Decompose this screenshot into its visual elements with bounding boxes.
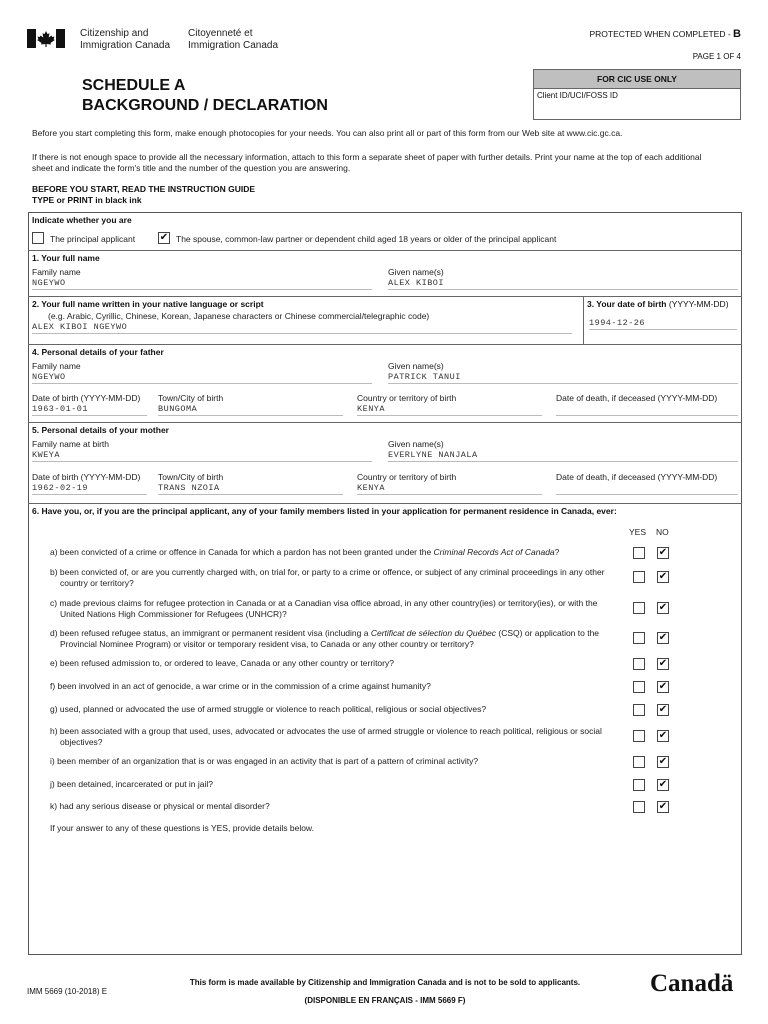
s5-given-name-field[interactable]: EVERLYNE NANJALA (388, 450, 738, 462)
yes-checkbox[interactable] (633, 704, 645, 716)
s5-town-field[interactable]: TRANS NZOIA (158, 483, 343, 495)
agency-name-fr: Citoyenneté et Immigration Canada (188, 28, 279, 51)
section-4-heading: 4. Personal details of your father (28, 344, 742, 359)
question-text: j) been detained, incarcerated or put in jail? (50, 779, 214, 789)
no-checkbox[interactable]: ✔ (658, 571, 668, 582)
s4-country-field[interactable]: KENYA (357, 404, 542, 416)
s1-given-name-label: Given name(s) (388, 267, 444, 277)
s5-town-label: Town/City of birth (158, 472, 224, 482)
no-column-label: NO (656, 527, 669, 537)
form-id: IMM 5669 (10-2018) E (27, 987, 108, 996)
question-text: i) been member of an organization that is or was engaged in an activity that is part of a pattern of criminal activity? (50, 756, 479, 766)
s1-given-name-field[interactable]: ALEX KIBOI (388, 278, 738, 290)
spouse-dependent-label: The spouse, common-law partner or dependent child aged 18 years or older of the principal applicant (176, 234, 557, 244)
s4-death-field[interactable] (556, 404, 738, 416)
section-1-heading: 1. Your full name (28, 250, 742, 265)
question-text: c) made previous claims for refugee protection in Canada or at a Canadian visa office abroad, in any other country(ies) or territory(ies), or with the United Nations High Commissioner for Refugees (UNHCR)? (50, 598, 598, 619)
s5-death-field[interactable] (556, 483, 738, 495)
question-text: f) been involved in an act of genocide, a war crime or in the commission of a crime against humanity? (50, 681, 431, 691)
no-checkbox[interactable]: ✔ (658, 756, 668, 767)
footer-notice: This form is made available by Citizenship and Immigration Canada and is not to be sold to applicants. (189, 978, 581, 987)
cic-use-box (533, 69, 741, 120)
protected-notice: PROTECTED WHEN COMPLETED - B (589, 28, 741, 40)
page-number: PAGE 1 OF 4 (692, 52, 741, 61)
principal-applicant-label: The principal applicant (50, 234, 136, 244)
s5-death-label: Date of death, if deceased (YYYY-MM-DD) (556, 472, 718, 482)
no-checkbox[interactable]: ✔ (658, 730, 668, 741)
section-2-divider (583, 296, 584, 344)
s1-family-name-field[interactable]: NGEYWO (32, 278, 372, 290)
canada-wordmark: Canadä (650, 970, 734, 997)
s5-dob-field[interactable]: 1962-02-19 (32, 483, 147, 495)
section-6-heading: 6. Have you, or, if you are the principal applicant, any of your family members listed in your application for permanent residence in Canada, ever: (28, 503, 742, 518)
s5-country-label: Country or territory of birth (357, 472, 457, 482)
native-name-field[interactable]: ALEX KIBOI NGEYWO (32, 322, 572, 334)
question-text: e) been refused admission to, or ordered to leave, Canada or any other country or territory? (50, 658, 394, 668)
s4-country-label: Country or territory of birth (357, 393, 457, 403)
no-checkbox[interactable]: ✔ (658, 681, 668, 692)
s5-family-name-label: Family name at birth (32, 439, 109, 449)
yes-checkbox[interactable] (633, 756, 645, 768)
instructions: BEFORE YOU START, READ THE INSTRUCTION GUIDE TYPE or PRINT in black ink (32, 184, 256, 205)
s4-family-name-field[interactable]: NGEYWO (32, 372, 372, 384)
s5-dob-label: Date of birth (YYYY-MM-DD) (32, 472, 141, 482)
yes-checkbox[interactable] (633, 681, 645, 693)
section-5-heading: 5. Personal details of your mother (28, 422, 742, 437)
yes-checkbox[interactable] (633, 571, 645, 583)
no-checkbox[interactable]: ✔ (658, 602, 668, 613)
yes-column-label: YES (629, 527, 647, 537)
s4-dob-label: Date of birth (YYYY-MM-DD) (32, 393, 141, 403)
no-checkbox[interactable]: ✔ (658, 779, 668, 790)
spouse-dependent-checkbox[interactable]: ✔ (159, 232, 169, 243)
s2-example: (e.g. Arabic, Cyrillic, Chinese, Korean, Japanese characters or Chinese commercial/telegraphic code) (48, 311, 430, 321)
client-id-label: Client ID/UCI/FOSS ID (537, 91, 618, 100)
details-note: If your answer to any of these questions is YES, provide details below. (50, 823, 314, 833)
dob-field[interactable]: 1994-12-26 (589, 318, 737, 330)
intro-paragraph-2: If there is not enough space to provide all the necessary information, attach to this form a separate sheet of paper with further details. Print your name at the top of each additional sheet and indicate the form's title and the number of the question you are answering. (32, 152, 702, 173)
no-checkbox[interactable]: ✔ (658, 801, 668, 812)
indicate-heading: Indicate whether you are (32, 215, 132, 225)
agency-name-en: Citizenship and Immigration Canada (80, 28, 171, 51)
canada-flag-icon (27, 29, 65, 48)
details-textarea[interactable] (50, 836, 734, 946)
no-checkbox[interactable]: ✔ (658, 658, 668, 669)
yes-checkbox[interactable] (633, 602, 645, 614)
yes-checkbox[interactable] (633, 658, 645, 670)
yes-checkbox[interactable] (633, 730, 645, 742)
question-text: h) been associated with a group that used, uses, advocated or advocates the use of armed struggle or violence to reach political, religious or social objectives? (50, 726, 602, 747)
question-text: g) used, planned or advocated the use of armed struggle or violence to reach political, religious or social objectives? (50, 704, 487, 714)
no-checkbox[interactable]: ✔ (658, 704, 668, 715)
no-checkbox[interactable]: ✔ (658, 632, 668, 643)
s5-given-name-label: Given name(s) (388, 439, 444, 449)
form-title: SCHEDULE A BACKGROUND / DECLARATION (82, 77, 328, 114)
s4-town-field[interactable]: BUNGOMA (158, 404, 343, 416)
yes-checkbox[interactable] (633, 547, 645, 559)
question-text: a) been convicted of a crime or offence in Canada for which a pardon has not been granted under the Criminal Records Act of Canada? (50, 547, 560, 557)
principal-applicant-checkbox[interactable] (32, 232, 44, 244)
section-2-heading: 2. Your full name written in your native language or script (28, 296, 742, 344)
question-text: b) been convicted of, or are you currently charged with, on trial for, or party to a crime or offence, or subject of any criminal proceedings in any other country or territory? (50, 567, 605, 588)
cic-use-header: FOR CIC USE ONLY (534, 70, 740, 89)
dob-heading: 3. Your date of birth (YYYY-MM-DD) (587, 299, 729, 309)
s1-family-name-label: Family name (32, 267, 81, 277)
s4-family-name-label: Family name (32, 361, 81, 371)
s4-given-name-field[interactable]: PATRICK TANUI (388, 372, 738, 384)
s4-given-name-label: Given name(s) (388, 361, 444, 371)
yes-checkbox[interactable] (633, 801, 645, 813)
french-availability: (DISPONIBLE EN FRANÇAIS - IMM 5669 F) (304, 996, 466, 1005)
s4-death-label: Date of death, if deceased (YYYY-MM-DD) (556, 393, 718, 403)
s4-town-label: Town/City of birth (158, 393, 224, 403)
question-text: k) had any serious disease or physical or mental disorder? (50, 801, 270, 811)
yes-checkbox[interactable] (633, 632, 645, 644)
no-checkbox[interactable]: ✔ (658, 547, 668, 558)
s4-dob-field[interactable]: 1963-01-01 (32, 404, 147, 416)
yes-checkbox[interactable] (633, 779, 645, 791)
s5-country-field[interactable]: KENYA (357, 483, 542, 495)
question-text: d) been refused refugee status, an immigrant or permanent resident visa (including a Certificat de sélection du Québec (CSQ) or application to the Provincial Nominee Program) or visitor or temporary resident visa, to Canada or any other country or territory? (50, 628, 600, 649)
intro-paragraph-1: Before you start completing this form, make enough photocopies for your needs. You can also print all or part of this form from our Web site at www.cic.gc.ca. (32, 128, 623, 138)
s5-family-name-field[interactable]: KWEYA (32, 450, 372, 462)
